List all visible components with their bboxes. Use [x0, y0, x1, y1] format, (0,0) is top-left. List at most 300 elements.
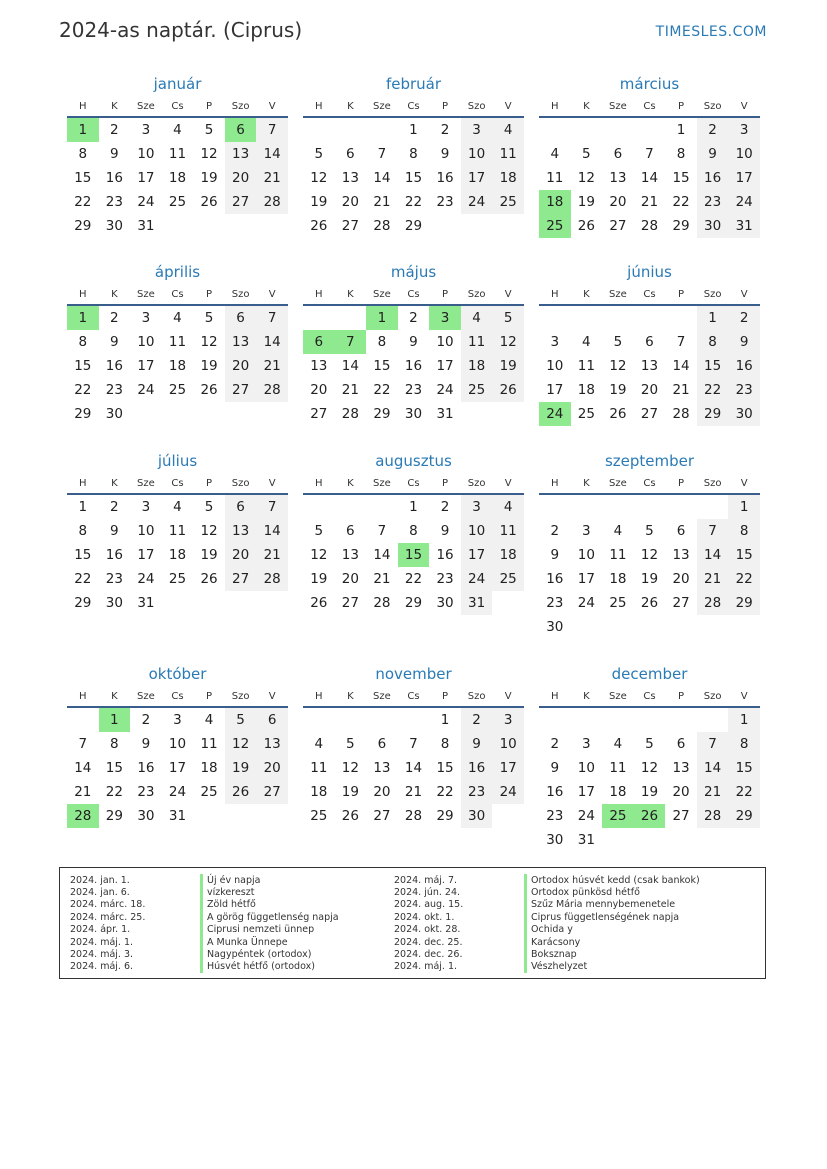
day-cell: 26 [200, 382, 218, 398]
empty-cell [634, 495, 666, 519]
day-cell: 11 [577, 358, 595, 374]
weekday-header [67, 96, 288, 118]
weekend-day-cell: 21 [256, 354, 288, 378]
weekday-label: Szo [467, 477, 486, 489]
day-cell: 7 [676, 334, 686, 350]
legend-row [70, 874, 339, 886]
day-cell: 8 [78, 523, 88, 539]
holiday-day-cell: 1 [67, 306, 99, 330]
weekend-day-cell: 17 [461, 166, 493, 190]
day-cell: 9 [141, 736, 151, 752]
day-cell: 8 [110, 736, 119, 752]
weekday-label: V [268, 288, 276, 300]
day-grid [67, 495, 288, 615]
empty-cell [67, 708, 99, 732]
legend-row [70, 911, 339, 923]
weekend-day-cell: 14 [256, 519, 288, 543]
day-cell: 15 [74, 547, 92, 563]
day-cell: 29 [436, 808, 454, 824]
day-cell: 19 [200, 358, 218, 374]
weekend-day-cell: 4 [492, 495, 524, 519]
weekday-label: Cs [407, 100, 420, 112]
weekend-day-cell: 11 [492, 519, 524, 543]
weekend-day-cell: 11 [461, 330, 493, 354]
legend-date: 2024. márc. 25. [70, 911, 146, 923]
day-cell: 20 [373, 784, 391, 800]
weekday-label: Cs [643, 100, 656, 112]
legend-row [394, 936, 700, 948]
day-cell: 5 [645, 736, 654, 752]
day-cell: 31 [577, 832, 595, 848]
legend-row [394, 911, 700, 923]
weekday-label: H [315, 288, 323, 300]
weekday-label: H [79, 690, 87, 702]
day-cell: 28 [672, 406, 690, 422]
legend-date: 2024. okt. 28. [394, 924, 461, 936]
month-calendar [539, 72, 760, 238]
empty-cell [602, 306, 634, 330]
day-cell: 19 [200, 170, 218, 186]
weekday-label: K [111, 477, 118, 489]
day-cell: 10 [577, 547, 595, 563]
day-cell: 29 [105, 808, 123, 824]
day-cell: 23 [546, 808, 564, 824]
weekday-label: P [442, 477, 449, 489]
weekend-day-cell: 27 [225, 190, 257, 214]
day-cell: 23 [436, 571, 454, 587]
legend-date: 2024. jún. 24. [394, 887, 461, 899]
day-cell: 16 [137, 760, 155, 776]
day-cell: 17 [168, 760, 187, 776]
day-cell: 19 [640, 571, 659, 587]
holiday-day-cell: 7 [335, 330, 367, 354]
day-cell: 5 [314, 146, 324, 162]
day-cell: 1 [409, 122, 418, 138]
legend-date: 2024. máj. 1. [394, 961, 458, 973]
day-cell: 5 [645, 523, 654, 539]
day-cell: 10 [168, 736, 187, 752]
legend-column-right [394, 874, 700, 973]
day-cell: 2 [409, 310, 418, 326]
weekday-label: Szo [703, 100, 722, 112]
weekend-day-cell: 8 [697, 330, 729, 354]
day-cell: 14 [341, 358, 359, 374]
weekday-label: Szo [231, 100, 250, 112]
weekend-day-cell: 6 [225, 306, 257, 330]
weekday-header [539, 284, 760, 306]
weekday-label: K [583, 690, 590, 702]
month-name: április [154, 263, 201, 281]
day-cell: 15 [105, 760, 123, 776]
brand-link[interactable]: TIMESLES.COM [655, 24, 767, 40]
empty-cell [539, 495, 571, 519]
holiday-day-cell: 6 [225, 118, 257, 142]
legend-holiday-name: Ortodox húsvét kedd (csak bankok) [531, 874, 700, 886]
weekday-label: Szo [467, 100, 486, 112]
legend-row [70, 924, 339, 936]
weekend-day-cell: 2 [461, 708, 493, 732]
weekend-day-cell: 28 [697, 804, 729, 828]
day-cell: 26 [200, 571, 218, 587]
day-cell: 2 [141, 712, 151, 728]
weekday-label: H [551, 477, 559, 489]
day-cell: 30 [436, 595, 454, 611]
weekend-day-cell: 20 [225, 166, 257, 190]
weekend-day-cell: 15 [697, 354, 729, 378]
weekend-day-cell: 23 [461, 780, 493, 804]
legend-date: 2024. márc. 18. [70, 899, 146, 911]
day-cell: 2 [110, 499, 119, 515]
empty-cell [665, 306, 697, 330]
weekend-day-cell: 25 [492, 190, 524, 214]
weekend-day-cell: 13 [256, 732, 288, 756]
weekend-day-cell: 28 [256, 378, 288, 402]
legend-row [394, 924, 700, 936]
month-name: november [375, 665, 452, 683]
weekend-day-cell: 17 [728, 166, 760, 190]
day-cell: 24 [577, 808, 595, 824]
weekend-day-cell: 21 [697, 567, 729, 591]
day-cell: 2 [550, 736, 560, 752]
weekend-day-cell: 30 [728, 402, 760, 426]
day-cell: 17 [137, 170, 155, 186]
day-cell: 10 [137, 334, 155, 350]
legend-marker [200, 961, 203, 973]
empty-cell [697, 495, 729, 519]
legend-marker [200, 924, 203, 936]
legend-marker [200, 936, 203, 948]
day-grid [539, 495, 760, 639]
weekday-label: Cs [643, 477, 656, 489]
weekend-day-cell: 7 [256, 306, 288, 330]
day-cell: 7 [377, 523, 387, 539]
day-cell: 27 [341, 595, 359, 611]
day-cell: 2 [550, 523, 560, 539]
day-cell: 12 [200, 523, 218, 539]
day-cell: 27 [341, 218, 359, 234]
day-cell: 1 [78, 499, 88, 515]
day-cell: 19 [310, 194, 328, 210]
day-cell: 11 [168, 334, 187, 350]
weekday-label: H [551, 100, 559, 112]
day-cell: 13 [609, 170, 627, 186]
empty-cell [303, 495, 335, 519]
weekend-day-cell: 27 [225, 378, 257, 402]
holiday-day-cell: 15 [398, 543, 430, 567]
day-cell: 15 [436, 760, 454, 776]
day-cell: 24 [577, 595, 595, 611]
day-cell: 4 [173, 499, 182, 515]
weekend-day-cell: 14 [697, 543, 729, 567]
day-cell: 17 [546, 382, 564, 398]
day-cell: 6 [676, 736, 686, 752]
weekend-day-cell: 30 [697, 214, 729, 238]
day-cell: 9 [110, 334, 119, 350]
legend-holiday-name: vízkereszt [207, 887, 255, 899]
weekday-label: V [740, 288, 748, 300]
day-cell: 17 [577, 571, 595, 587]
empty-cell [571, 708, 603, 732]
weekday-header [67, 284, 288, 306]
weekend-day-cell: 15 [728, 543, 760, 567]
day-cell: 17 [137, 547, 155, 563]
month-calendar [67, 449, 288, 615]
day-cell: 25 [310, 808, 328, 824]
day-cell: 16 [105, 170, 123, 186]
weekend-day-cell: 17 [492, 756, 524, 780]
day-cell: 3 [173, 712, 182, 728]
day-cell: 9 [440, 146, 450, 162]
weekday-label: P [442, 288, 449, 300]
legend-row [70, 936, 339, 948]
legend-date: 2024. máj. 6. [70, 961, 134, 973]
legend-holiday-name: Ochida y [531, 924, 573, 936]
day-cell: 2 [440, 499, 450, 515]
legend-date: 2024. dec. 25. [394, 936, 463, 948]
day-cell: 18 [168, 358, 187, 374]
day-cell: 3 [141, 499, 151, 515]
month-calendar [67, 260, 288, 426]
day-cell: 9 [550, 547, 560, 563]
day-cell: 18 [609, 784, 627, 800]
day-cell: 18 [200, 760, 218, 776]
day-grid [67, 708, 288, 828]
day-cell: 24 [436, 382, 454, 398]
weekday-label: V [740, 100, 748, 112]
month-name: július [157, 452, 198, 470]
weekday-label: H [551, 690, 559, 702]
weekday-label: K [111, 288, 118, 300]
weekend-day-cell: 30 [461, 804, 493, 828]
day-cell: 13 [672, 760, 690, 776]
weekend-day-cell: 26 [225, 780, 257, 804]
day-cell: 29 [373, 406, 391, 422]
day-cell: 14 [74, 760, 92, 776]
weekday-label: Sze [609, 100, 627, 112]
day-cell: 5 [314, 523, 324, 539]
day-cell: 13 [341, 170, 359, 186]
weekend-day-cell: 23 [728, 378, 760, 402]
weekday-label: K [583, 288, 590, 300]
weekday-header [303, 96, 524, 118]
day-cell: 25 [577, 406, 595, 422]
weekday-label: K [347, 477, 354, 489]
day-cell: 10 [546, 358, 564, 374]
day-grid [303, 495, 524, 615]
empty-cell [571, 306, 603, 330]
day-cell: 9 [550, 760, 560, 776]
day-cell: 28 [404, 808, 423, 824]
weekday-label: V [268, 100, 276, 112]
legend-date: 2024. máj. 1. [70, 936, 134, 948]
empty-cell [571, 118, 603, 142]
weekend-day-cell: 31 [461, 591, 493, 615]
legend-date: 2024. jan. 1. [70, 874, 130, 886]
day-cell: 30 [105, 218, 123, 234]
day-cell: 1 [409, 499, 418, 515]
holiday-day-cell: 1 [99, 708, 131, 732]
day-cell: 26 [609, 406, 627, 422]
day-cell: 12 [609, 358, 627, 374]
weekend-day-cell: 9 [728, 330, 760, 354]
legend-row [394, 886, 700, 898]
weekend-day-cell: 8 [728, 519, 760, 543]
weekend-day-cell: 15 [728, 756, 760, 780]
day-cell: 19 [341, 784, 359, 800]
empty-cell [335, 306, 367, 330]
empty-cell [634, 118, 666, 142]
weekday-label: Szo [231, 477, 250, 489]
day-cell: 29 [404, 595, 423, 611]
day-cell: 7 [645, 146, 654, 162]
legend-holiday-name: Ciprus függetlenségének napja [531, 911, 680, 923]
day-cell: 2 [440, 122, 450, 138]
legend-row [394, 899, 700, 911]
legend-marker [200, 874, 203, 886]
weekend-day-cell: 3 [492, 708, 524, 732]
weekend-day-cell: 13 [225, 330, 257, 354]
empty-cell [335, 708, 367, 732]
day-cell: 8 [78, 146, 88, 162]
day-cell: 3 [141, 122, 151, 138]
weekend-day-cell: 13 [225, 519, 257, 543]
legend-date: 2024. aug. 15. [394, 899, 464, 911]
weekday-label: H [551, 288, 559, 300]
day-cell: 28 [373, 595, 391, 611]
day-cell: 19 [640, 784, 659, 800]
weekday-label: V [268, 690, 276, 702]
day-cell: 2 [110, 122, 119, 138]
day-cell: 4 [204, 712, 214, 728]
day-cell: 20 [341, 571, 359, 587]
weekend-day-cell: 20 [225, 543, 257, 567]
empty-cell [602, 118, 634, 142]
day-cell: 30 [546, 832, 564, 848]
day-cell: 8 [409, 146, 418, 162]
day-cell: 5 [204, 122, 214, 138]
day-cell: 21 [373, 571, 391, 587]
weekday-label: V [504, 100, 512, 112]
weekend-day-cell: 1 [697, 306, 729, 330]
day-cell: 9 [440, 523, 450, 539]
day-cell: 13 [640, 358, 659, 374]
weekend-day-cell: 5 [225, 708, 257, 732]
day-cell: 12 [310, 170, 328, 186]
legend-marker [524, 936, 527, 948]
day-cell: 12 [341, 760, 359, 776]
weekend-day-cell: 22 [697, 378, 729, 402]
empty-cell [366, 495, 398, 519]
weekend-day-cell: 12 [225, 732, 257, 756]
day-cell: 25 [168, 194, 187, 210]
day-grid [539, 708, 760, 852]
weekend-day-cell: 26 [492, 378, 524, 402]
weekend-day-cell: 6 [225, 495, 257, 519]
day-cell: 30 [137, 808, 155, 824]
day-cell: 23 [436, 194, 454, 210]
weekend-day-cell: 3 [728, 118, 760, 142]
weekday-label: Szo [231, 288, 250, 300]
day-cell: 17 [137, 358, 155, 374]
weekend-day-cell: 14 [697, 756, 729, 780]
day-cell: 26 [640, 595, 659, 611]
legend-holiday-name: Húsvét hétfő (ortodox) [207, 961, 315, 973]
month-name: augusztus [375, 452, 452, 470]
day-cell: 11 [168, 146, 187, 162]
weekday-header [539, 473, 760, 495]
day-grid [303, 118, 524, 238]
day-cell: 27 [609, 218, 627, 234]
day-cell: 25 [168, 382, 187, 398]
weekday-label: Sze [609, 690, 627, 702]
day-cell: 22 [74, 194, 92, 210]
day-cell: 8 [377, 334, 387, 350]
weekend-day-cell: 10 [461, 519, 493, 543]
legend-row [70, 899, 339, 911]
day-cell: 21 [404, 784, 423, 800]
legend-marker [524, 924, 527, 936]
weekday-label: Cs [407, 477, 420, 489]
weekday-label: Szo [703, 690, 722, 702]
weekend-day-cell: 1 [728, 495, 760, 519]
empty-cell [571, 495, 603, 519]
weekday-label: Szo [467, 690, 486, 702]
day-cell: 11 [609, 760, 627, 776]
day-cell: 16 [546, 571, 564, 587]
day-cell: 30 [105, 406, 123, 422]
legend-marker [524, 886, 527, 898]
weekday-label: Szo [231, 690, 250, 702]
empty-cell [303, 306, 335, 330]
legend-row [70, 948, 339, 960]
day-cell: 22 [436, 784, 454, 800]
day-cell: 5 [204, 499, 214, 515]
day-cell: 6 [346, 146, 355, 162]
day-cell: 2 [110, 310, 119, 326]
day-cell: 26 [577, 218, 595, 234]
day-cell: 30 [105, 595, 123, 611]
weekday-label: Cs [171, 288, 184, 300]
day-cell: 7 [78, 736, 88, 752]
month-calendar [539, 662, 760, 852]
weekday-label: Sze [137, 477, 155, 489]
legend-column-left [70, 874, 339, 973]
weekday-label: P [206, 690, 213, 702]
day-cell: 22 [74, 382, 92, 398]
month-calendar [303, 260, 524, 426]
day-cell: 4 [550, 146, 560, 162]
weekend-day-cell: 28 [256, 190, 288, 214]
weekend-day-cell: 29 [728, 591, 760, 615]
day-cell: 7 [377, 146, 387, 162]
legend-marker [524, 948, 527, 960]
day-cell: 16 [436, 547, 454, 563]
month-name: február [385, 75, 442, 93]
weekend-day-cell: 14 [256, 142, 288, 166]
day-cell: 29 [404, 218, 423, 234]
weekday-label: K [111, 690, 118, 702]
weekday-label: Sze [609, 288, 627, 300]
weekend-day-cell: 25 [492, 567, 524, 591]
day-cell: 28 [640, 218, 659, 234]
day-cell: 21 [373, 194, 391, 210]
day-cell: 21 [640, 194, 659, 210]
day-cell: 12 [200, 146, 218, 162]
weekday-label: Sze [609, 477, 627, 489]
day-cell: 16 [105, 547, 123, 563]
holiday-day-cell: 6 [303, 330, 335, 354]
day-cell: 1 [440, 712, 450, 728]
